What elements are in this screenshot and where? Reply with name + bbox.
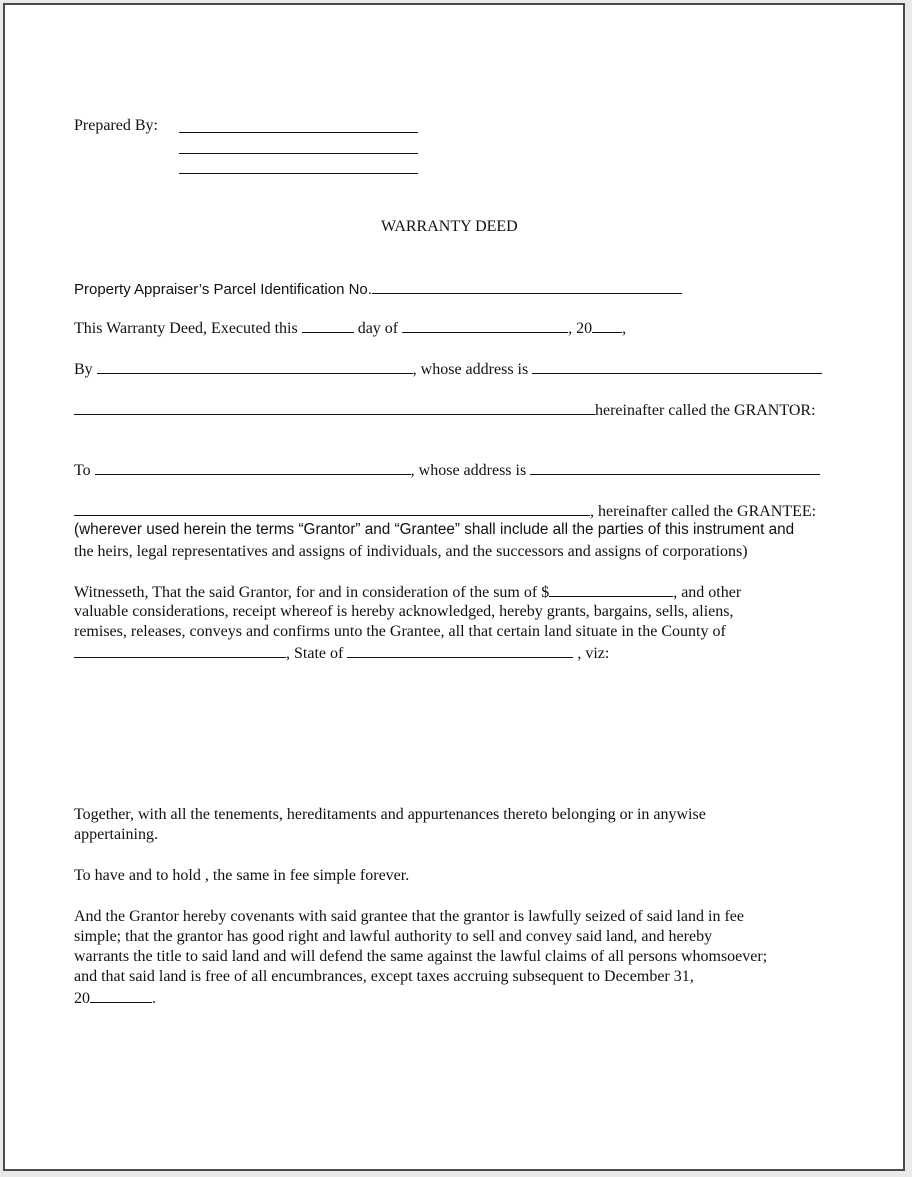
parcel-row	[74, 279, 682, 300]
prepared-by-line-1[interactable]	[179, 132, 418, 133]
prepared-by-label: Prepared By:	[74, 117, 158, 134]
prepared-by-line-2[interactable]	[179, 153, 418, 154]
parcel-label: Property Appraiser’s Parcel Identification No.	[74, 281, 372, 298]
witnesseth-viz: , viz:	[577, 645, 610, 662]
definitions-line-1: (wherever used herein the terms “Grantor” and “Grantee” shall include all the parties of this instrument and	[74, 521, 795, 538]
grantee-called: , hereinafter called the GRANTEE:	[590, 503, 817, 520]
executed-row	[74, 318, 626, 339]
covenants-line-3: warrants the title to said land and will defend the same against the lawful claims of all persons whomsoever;	[74, 948, 768, 965]
grantor-called: hereinafter called the GRANTOR:	[595, 402, 816, 419]
grantee-whose-address: , whose address is	[410, 462, 527, 479]
witnesseth-text-1b: , and other	[673, 584, 742, 601]
grantee-name-blank[interactable]	[95, 460, 411, 475]
executed-month-blank[interactable]	[402, 318, 568, 333]
habendum: To have and to hold , the same in fee simple forever.	[74, 867, 410, 884]
executed-day-of: day of	[357, 320, 399, 337]
parcel-number-blank[interactable]	[372, 279, 682, 294]
county-blank[interactable]	[74, 643, 286, 658]
covenants-year-prefix: 20	[74, 990, 90, 1007]
executed-text: This Warranty Deed, Executed this	[74, 320, 298, 337]
covenants-line-1: And the Grantor hereby covenants with said grantee that the grantor is lawfully seized of said land in fee	[74, 908, 744, 925]
grantee-address-blank-2[interactable]	[74, 501, 590, 516]
definitions-line-2: the heirs, legal representatives and assigns of individuals, and the successors and assigns of corporations)	[74, 543, 748, 560]
grantee-to-label: To	[74, 462, 91, 479]
document-page	[3, 3, 905, 1171]
covenants-year-blank[interactable]	[90, 988, 152, 1003]
document-title: WARRANTY DEED	[381, 218, 518, 235]
grantor-called-row	[74, 400, 816, 421]
executed-year-prefix: , 20	[568, 320, 593, 337]
grantor-address-blank[interactable]	[532, 359, 822, 374]
grantor-address-blank-2[interactable]	[74, 400, 595, 415]
covenants-line-4: and that said land is free of all encumbrances, except taxes accruing subsequent to December 31,	[74, 968, 694, 985]
state-blank[interactable]	[347, 643, 573, 658]
grantor-name-blank[interactable]	[97, 359, 413, 374]
grantee-row	[74, 460, 820, 481]
together-line-1: Together, with all the tenements, hereditaments and appurtenances thereto belonging or in anywise	[74, 806, 706, 823]
grantor-row	[74, 359, 822, 380]
covenants-line-2: simple; that the grantor has good right and lawful authority to sell and convey said land, and hereby	[74, 928, 713, 945]
executed-comma: ,	[622, 320, 627, 337]
witnesseth-line-3: remises, releases, conveys and confirms unto the Grantee, all that certain land situate in the County of	[74, 623, 726, 640]
witnesseth-line-4	[74, 643, 609, 664]
grantor-whose-address: , whose address is	[412, 361, 529, 378]
executed-year-blank[interactable]	[592, 318, 622, 333]
witnesseth-state-of: , State of	[286, 645, 344, 662]
witnesseth-line-1	[74, 582, 741, 603]
executed-day-blank[interactable]	[302, 318, 354, 333]
witnesseth-line-2: valuable considerations, receipt whereof is hereby acknowledged, hereby grants, bargains, sells, aliens,	[74, 603, 734, 620]
consideration-amount-blank[interactable]	[549, 582, 673, 597]
covenants-line-5	[74, 988, 156, 1009]
grantor-by-label: By	[74, 361, 93, 378]
prepared-by-line-3[interactable]	[179, 173, 418, 174]
covenants-period: .	[152, 990, 156, 1007]
witnesseth-text-1: Witnesseth, That the said Grantor, for and in consideration of the sum of $	[74, 584, 550, 601]
grantee-called-row	[74, 501, 816, 522]
together-line-2: appertaining.	[74, 826, 158, 843]
grantee-address-blank[interactable]	[530, 460, 820, 475]
